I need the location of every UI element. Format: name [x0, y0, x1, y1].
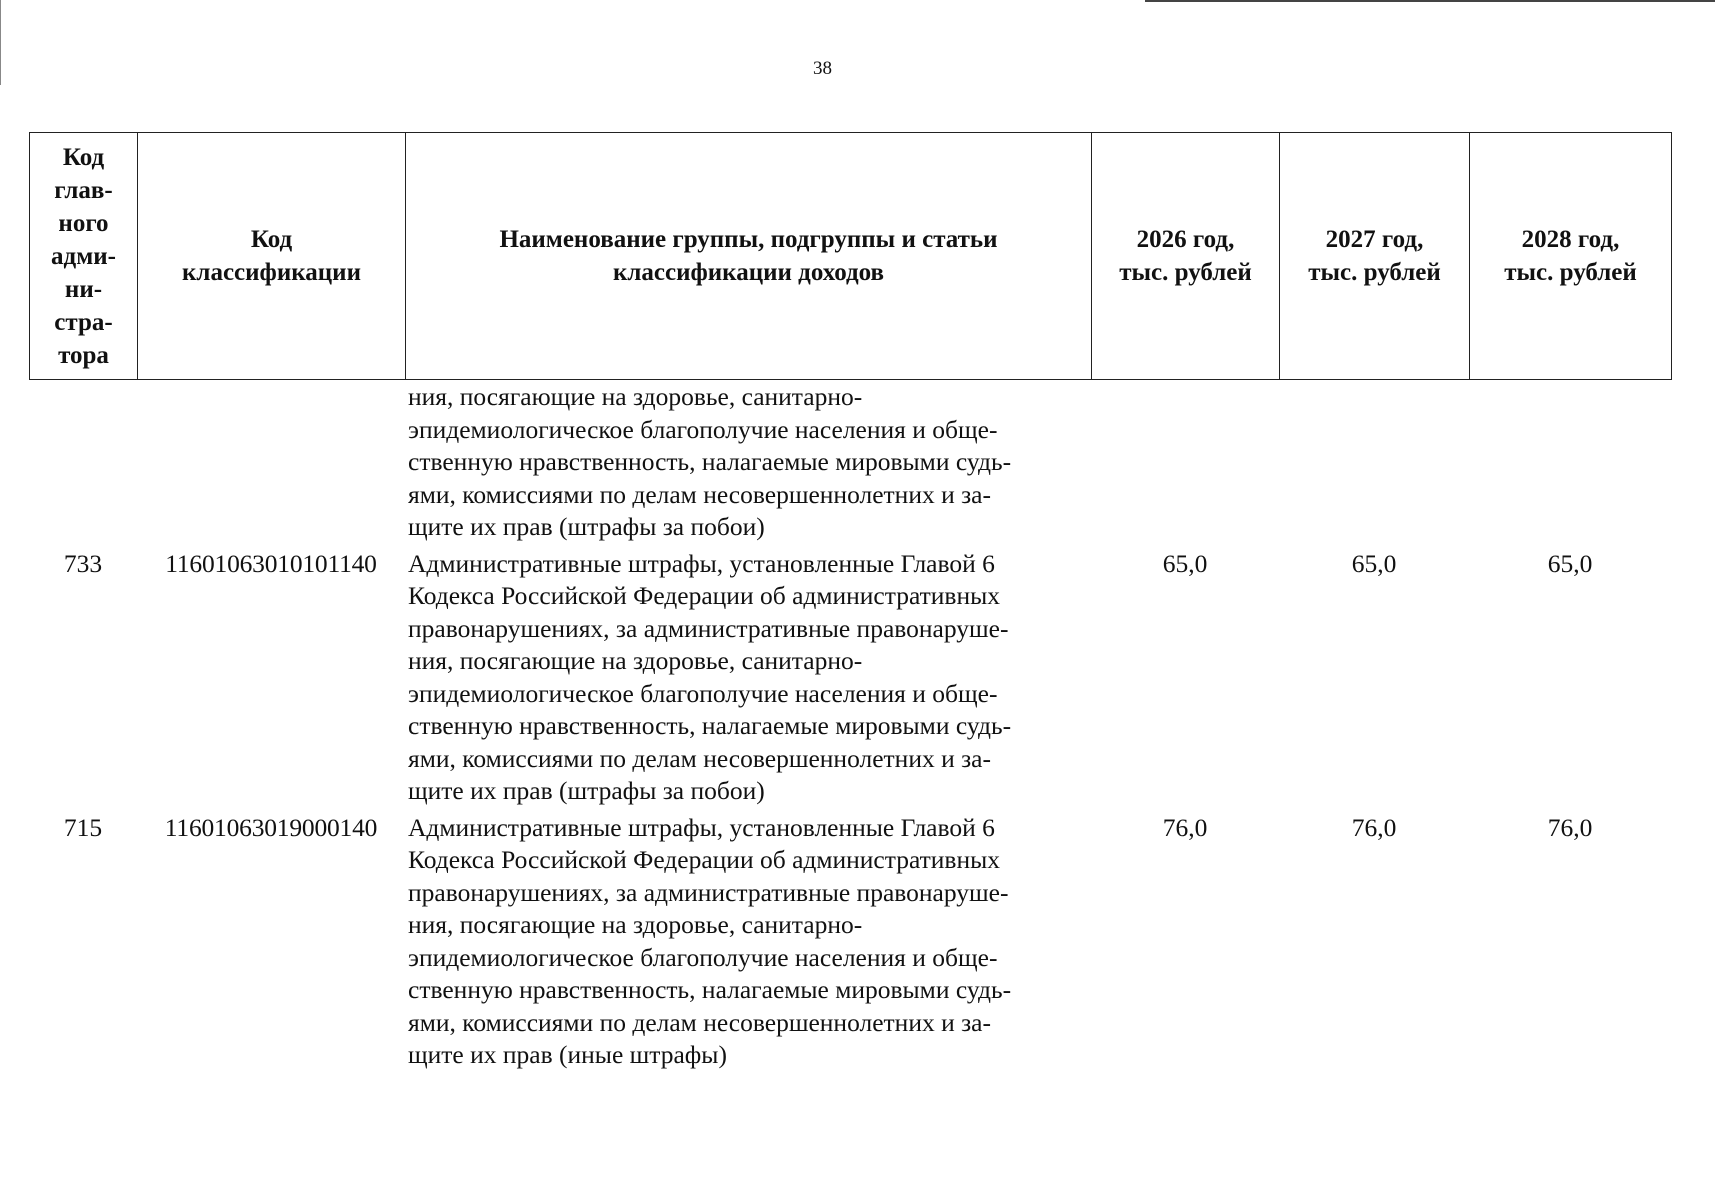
- cell-admin-code: [29, 381, 137, 544]
- header-year-2027-text: 2027 год, тыс. рублей: [1308, 226, 1441, 286]
- cell-year-2026: 65,0: [1162, 548, 1208, 578]
- table-row: [29, 812, 1671, 1072]
- header-name: [406, 133, 1092, 380]
- header-row: [30, 133, 1672, 380]
- header-admin-code-text: Код глав- ного адми- ни- стра- тора: [51, 143, 116, 369]
- header-year-2028-text: 2028 год, тыс. рублей: [1504, 226, 1637, 286]
- scan-edge-top: [1145, 0, 1715, 2]
- cell-name: Административные штрафы, установленные Главой 6 Кодекса Российской Федерации об административных правонарушениях, за административные правонаруше- ния, посягающие на здоровье, санитарно- эпидемиологическое благополучие населения и обще- ственную нравственность, налагаемые мировыми судь- ями, комиссиями по делам несовершеннолетних и за- щите их прав (иные штрафы): [408, 812, 1012, 1069]
- table-row: [29, 381, 1671, 544]
- cell-year-2028: 65,0: [1547, 548, 1593, 578]
- header-year-2028: [1470, 133, 1672, 380]
- cell-classification-code: 11601063019000140: [164, 812, 378, 842]
- header-classification-code-text: Код классификации: [182, 226, 361, 286]
- cell-year-2026: [1091, 381, 1279, 544]
- cell-year-2026: 76,0: [1162, 812, 1208, 842]
- cell-admin-code: 733: [63, 548, 103, 578]
- cell-year-2028: [1469, 381, 1671, 544]
- table-body: [29, 381, 1671, 1072]
- header-year-2026-text: 2026 год, тыс. рублей: [1119, 226, 1252, 286]
- table-header: [29, 132, 1672, 380]
- cell-classification-code: [137, 381, 405, 544]
- header-admin-code: [30, 133, 138, 380]
- header-year-2026: [1092, 133, 1280, 380]
- cell-year-2027: 65,0: [1351, 548, 1397, 578]
- cell-year-2028: 76,0: [1547, 812, 1593, 842]
- cell-admin-code: 715: [63, 812, 103, 842]
- header-name-text: Наименование группы, подгруппы и статьи классификации доходов: [499, 226, 998, 286]
- cell-year-2027: [1279, 381, 1469, 544]
- page-number: 38: [813, 58, 832, 79]
- header-classification-code: [138, 133, 406, 380]
- header-year-2027: [1280, 133, 1470, 380]
- table-row: [29, 548, 1671, 808]
- cell-name: ния, посягающие на здоровье, санитарно- эпидемиологическое благополучие населения и обще- ственную нравственность, налагаемые мировыми судь- ями, комиссиями по делам несовершеннолетних и за- щите их прав (штрафы за побои): [408, 382, 1012, 541]
- cell-year-2027: 76,0: [1351, 812, 1397, 842]
- cell-name: Административные штрафы, установленные Главой 6 Кодекса Российской Федерации об административных правонарушениях, за административные правонаруше- ния, посягающие на здоровье, санитарно- эпидемиологическое благополучие населения и обще- ственную нравственность, налагаемые мировыми судь- ями, комиссиями по делам несовершеннолетних и за- щите их прав (штрафы за побои): [408, 548, 1012, 805]
- cell-classification-code: 11601063010101140: [165, 548, 377, 578]
